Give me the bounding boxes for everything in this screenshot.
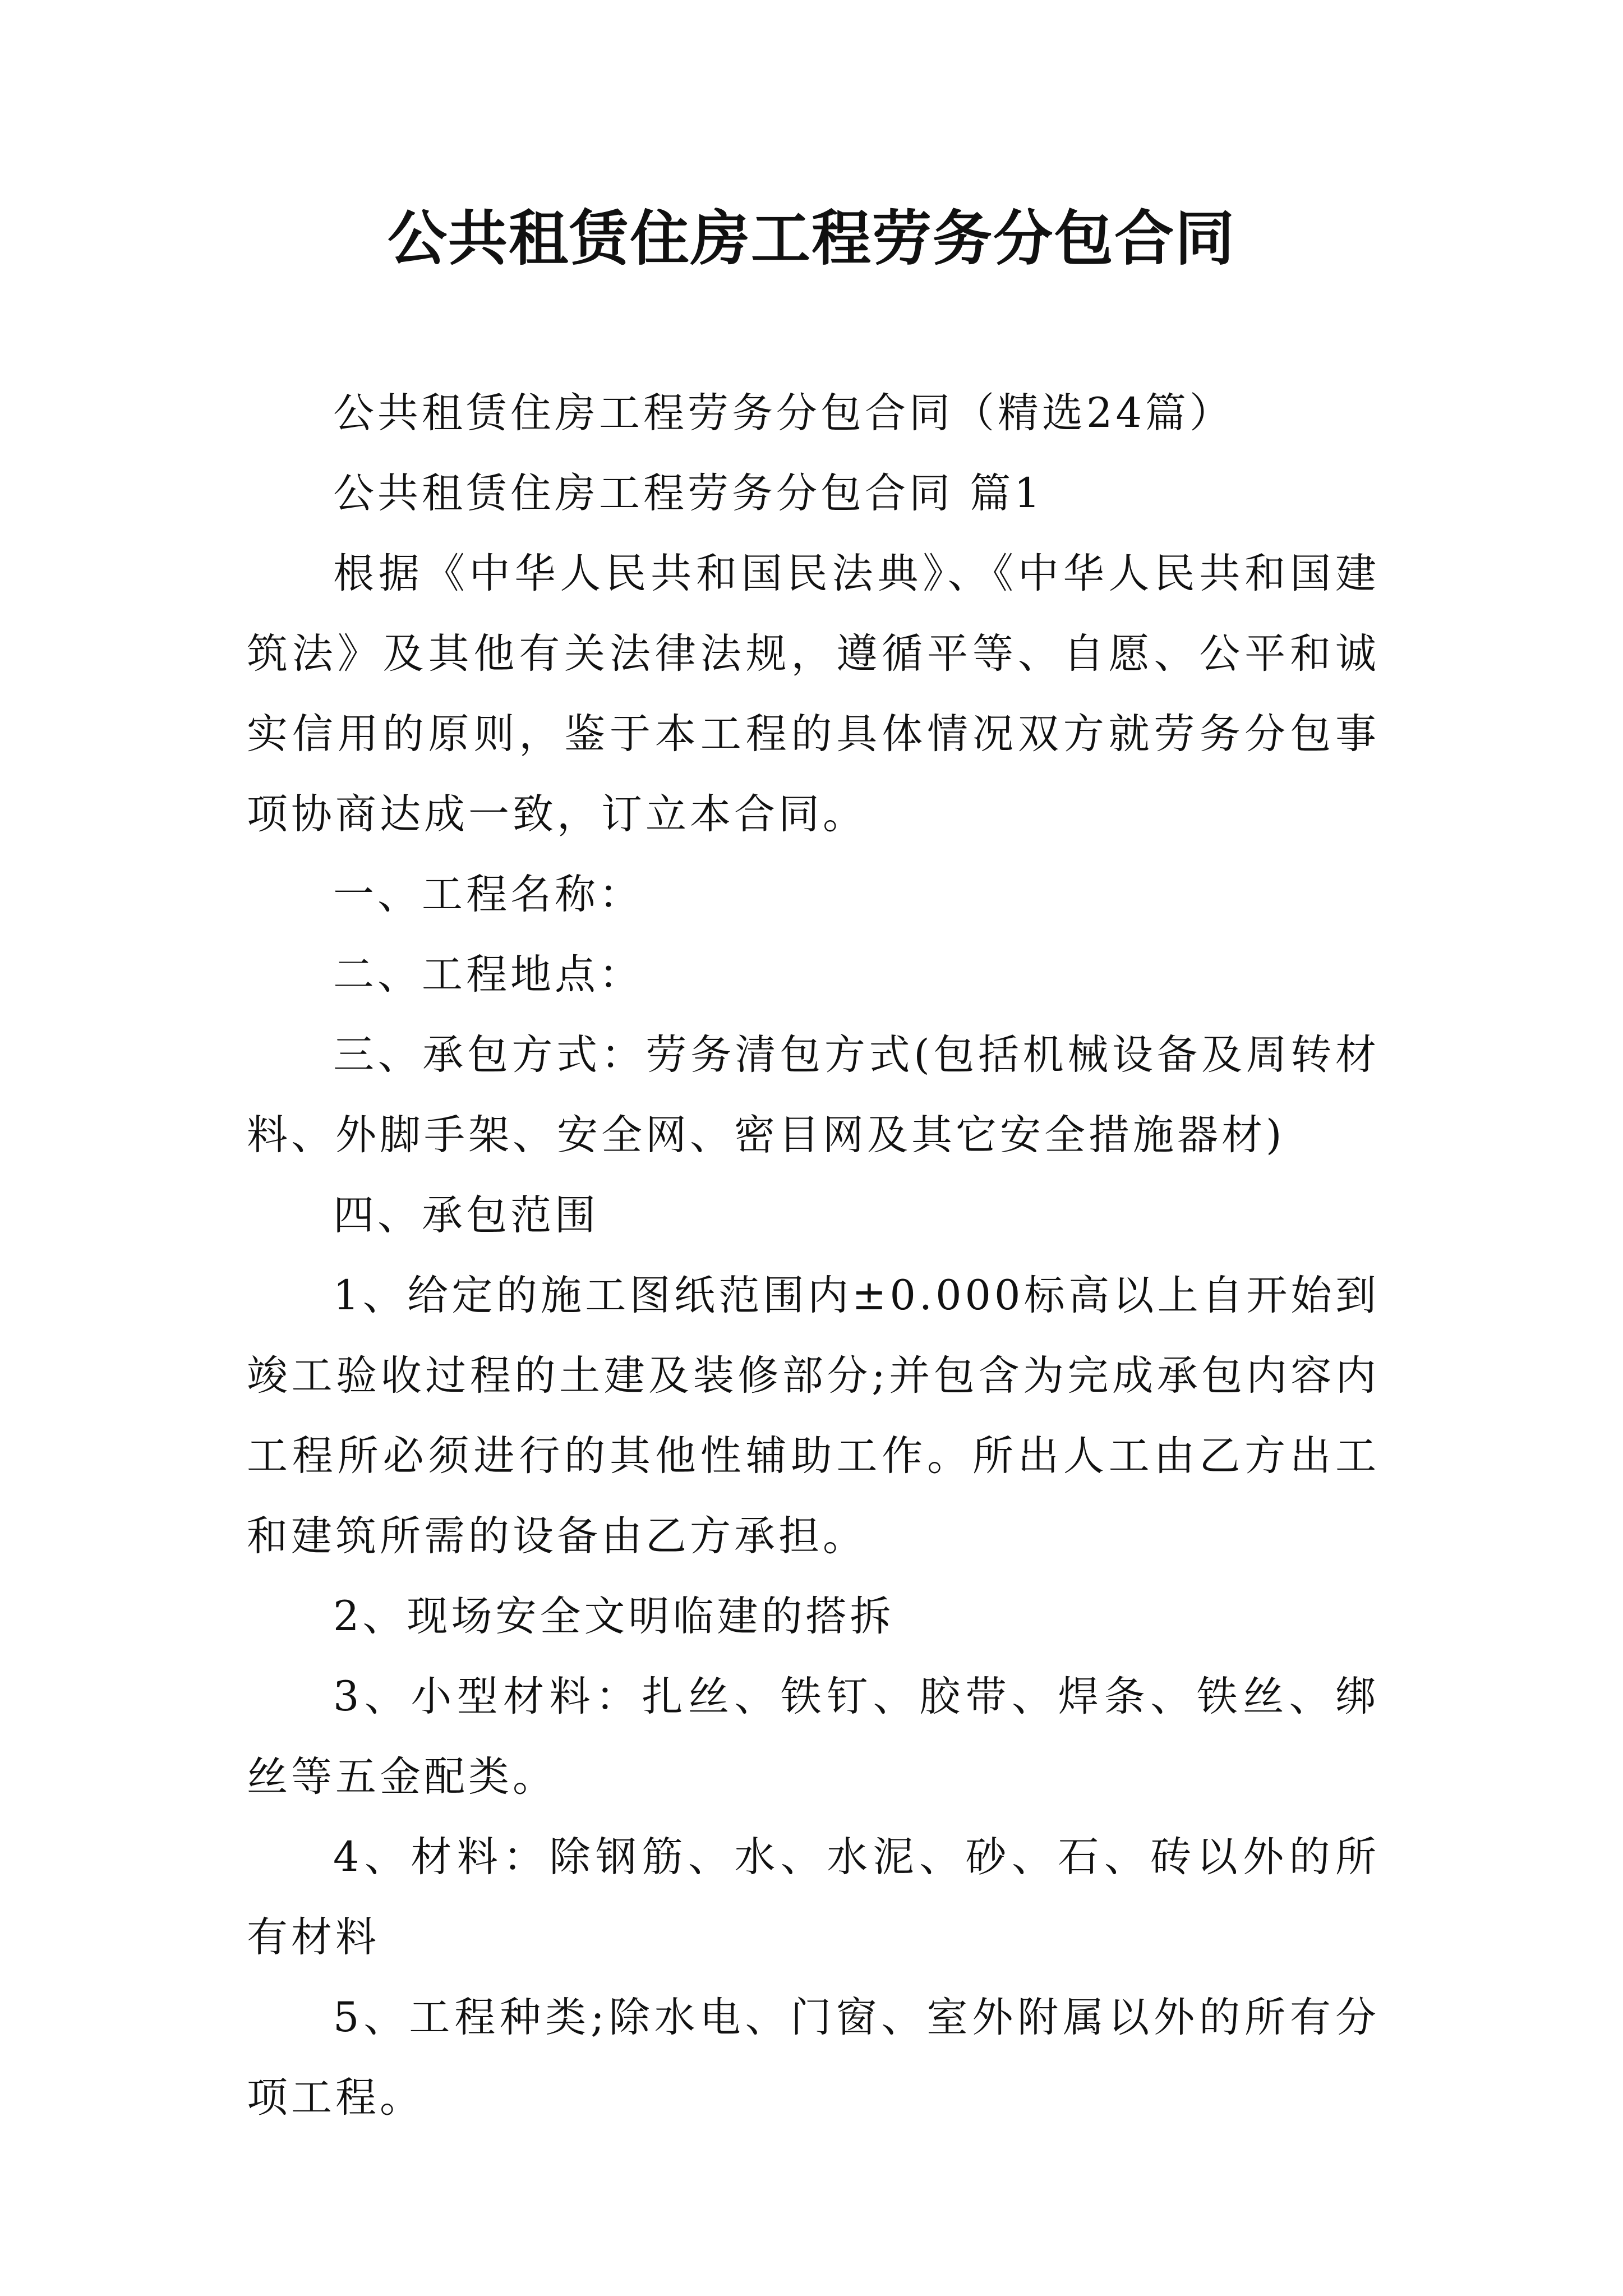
paragraph-project-location: 二、工程地点： <box>333 951 643 999</box>
paragraph-scope-item-3: 3、小型材料：扎丝、铁钉、胶带、焊条、铁丝、绑丝等五金配类。 <box>247 1673 1380 1801</box>
paragraph-subtitle: 公共租赁住房工程劳务分包合同（精选24篇） <box>333 389 1234 437</box>
paragraph-preamble: 根据《中华人民共和国民法典》、《中华人民共和国建筑法》及其他有关法律法规，遵循平等、自愿、公平和诚实信用的原则，鉴于本工程的具体情况双方就劳务分包事项协商达成一致，订立本合同。 <box>247 550 1380 838</box>
document-title: 公共租赁住房工程劳务分包合同 <box>388 203 1235 273</box>
paragraph-contract-method: 三、承包方式：劳务清包方式(包括机械设备及周转材料、外脚手架、安全网、密目网及其它安全措施器材) <box>247 1031 1380 1159</box>
document-body <box>247 373 1380 2138</box>
paragraph-project-name: 一、工程名称： <box>333 871 643 918</box>
paragraph-scope-item-4: 4、材料：除钢筋、水、水泥、砂、石、砖以外的所有材料 <box>247 1833 1380 1961</box>
paragraph-scope-item-1: 1、给定的施工图纸范围内±0.000标高以上自开始到竣工验收过程的土建及装修部分;并包含为完成承包内容内工程所必须进行的其他性辅助工作。所出人工由乙方出工和建筑所需的设备由乙方承担。 <box>247 1272 1380 1560</box>
paragraph-scope-item-2: 2、现场安全文明临建的搭拆 <box>333 1593 895 1640</box>
paragraph-section-heading: 公共租赁住房工程劳务分包合同 篇1 <box>333 470 1044 517</box>
paragraph-scope-item-5: 5、工程种类;除水电、门窗、室外附属以外的所有分项工程。 <box>247 1994 1380 2122</box>
paragraph-scope-heading: 四、承包范围 <box>333 1191 599 1239</box>
